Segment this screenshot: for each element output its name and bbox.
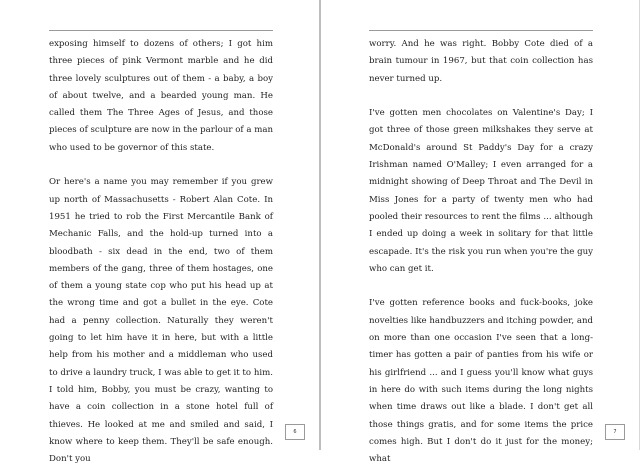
page-text — [49, 36, 273, 468]
right-page — [321, 0, 640, 465]
page-text — [369, 36, 593, 468]
paragraph: exposing himself to dozens of others; I got him three pieces of pink Vermont marble and he did three lovely sculptures out of them - a baby, a boy of about twelve, and a bearded young man. He called them The Three Ages of Jesus, and those pieces of sculpture are now in the parlour of a man who used to be governor of this state. — [49, 39, 273, 153]
paragraph: Or here's a name you may remember if you grew up north of Massachusetts - Robert Alan Cote. In 1951 he tried to rob the First Mercantile Bank of Mechanic Falls, and the hold-up turned into a bloodbath - six dead in the end, two of them members of the gang, three of them hostages, one of them a young state cop who put his head up at the wrong time and got a bullet in the eye. Cote had a penny collection. Naturally they weren't going to let him have it in here, but with a little help from his mother and a middleman who used to drive a laundry truck, I was able to get it to him. I told him, Bobby, you must be crazy, wanting to have a coin collection in a stone hotel full of thieves. He looked at me and smiled and said, I know where to keep them. They'll be safe enough. Don't you — [49, 177, 273, 465]
page-number-button[interactable]: 6 — [285, 424, 305, 440]
left-page — [0, 0, 320, 465]
paragraph: I've gotten men chocolates on Valentine's Day; I got three of those green milkshakes they serve at McDonald's around St Paddy's Day for a crazy Irishman named O'Malley; I even arranged for a midnight showing of Deep Throat and The Devil in Miss Jones for a party of twenty men who had pooled their resources to rent the films ... although I ended up doing a week in solitary for that little escapade. It's the risk you run when you're the guy who can get it. — [369, 108, 593, 274]
header-rule — [369, 30, 593, 31]
header-rule — [49, 30, 273, 31]
paragraph: I've gotten reference books and fuck-books, joke novelties like handbuzzers and itching powder, and on more than one occasion I've seen that a long-timer has gotten a pair of panties from his wife or his girlfriend ... and I guess you'll know what guys in here do with such items during the long nights when time draws out like a blade. I don't get all those things gratis, and for some items the price comes high. But I don't do it just for the money; what — [369, 298, 593, 465]
page-number-button[interactable]: 7 — [605, 424, 625, 440]
paragraph: worry. And he was right. Bobby Cote died of a brain tumour in 1967, but that coin collection has never turned up. — [369, 39, 593, 84]
